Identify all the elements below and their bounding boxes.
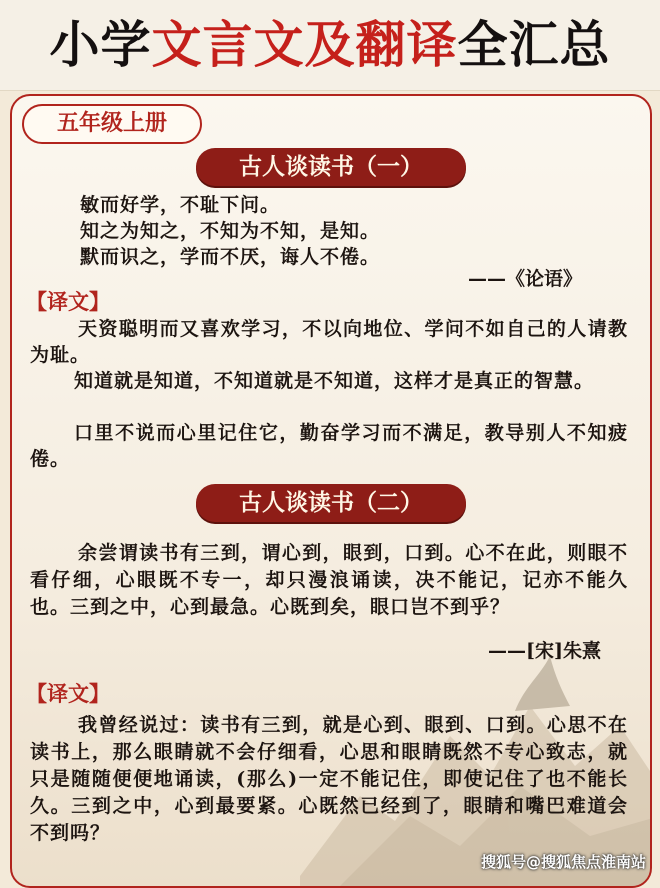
- original-line: 默而识之，学而不厌，诲人不倦。: [80, 246, 381, 268]
- original-line: 知之为知之，不知为不知，是知。: [80, 220, 381, 242]
- original-paragraph: 余尝谓读书有三到，谓心到，眼到，口到。心不在此，则眼不看仔细，心眼既不专一，却只漫浪诵读，决不能记，记亦不能久也。三到之中，心到最急。心既到矣，眼口岂不到乎？: [30, 542, 628, 618]
- section-heading-1: 古人谈读书（一）: [196, 148, 466, 186]
- section-heading-2: 古人谈读书（二）: [196, 484, 466, 522]
- title-part-3: 全汇总: [457, 16, 611, 74]
- source-citation: ——《论语》: [468, 268, 583, 290]
- original-line: 敏而好学，不耻下问。: [80, 194, 281, 216]
- translation-paragraph: 口里不说而心里记住它，勤奋学习而不满足，教导别人不知疲倦。: [30, 422, 628, 470]
- title-bar: [0, 0, 660, 91]
- translation-paragraph: 天资聪明而又喜欢学习，不以向地位、学问不如自己的人请教为耻。: [30, 318, 628, 366]
- translation-label: 【译文】: [26, 290, 110, 314]
- grade-badge: 五年级上册: [22, 104, 202, 144]
- title-part-1: 小学: [49, 16, 152, 74]
- translation-label: 【译文】: [26, 682, 110, 706]
- title-part-2: 文言文及翻译: [151, 16, 458, 74]
- page-title: [0, 6, 660, 84]
- watermark: 搜狐号@搜狐焦点淮南站: [480, 853, 646, 871]
- translation-paragraph: 我曾经说过：读书有三到，就是心到、眼到、口到。心思不在读书上，那么眼睛就不会仔细看，心思和眼睛既然不专心致志，就只是随随便便地诵读，(那么)一定不能记住，即使记住了也不能长久。三到之中，心到最要紧。心既然已经到了，眼睛和嘴巴难道会不到吗？: [30, 714, 628, 844]
- source-citation: ——[宋]朱熹: [488, 640, 601, 662]
- translation-paragraph: 知道就是知道，不知道就是不知道，这样才是真正的智慧。: [74, 370, 595, 392]
